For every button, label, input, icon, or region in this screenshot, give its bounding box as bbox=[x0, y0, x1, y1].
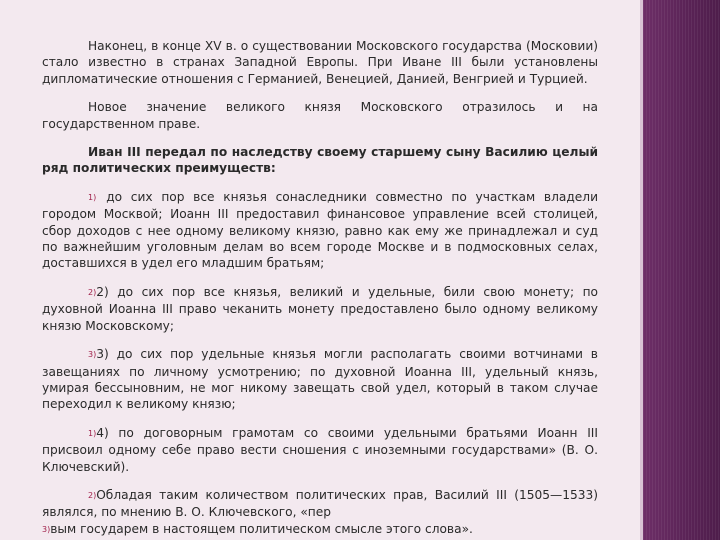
closing-paragraph bbox=[42, 487, 598, 538]
paragraph-new-meaning: Новое значение великого князя Московского отразилось и на государственном праве. bbox=[42, 100, 598, 131]
sidebar-edge bbox=[640, 0, 643, 540]
paragraph-heading: Иван III передал по наследству своему старшему сыну Василию целый ряд политических преимуществ: bbox=[42, 145, 598, 176]
list-item bbox=[42, 346, 598, 413]
list-item-text: 2) до сих пор все князья, великий и удельные, били свою монету; по духовной Иоанна III право чеканить монету предоставлено было одному великому князю Московскому; bbox=[42, 284, 598, 333]
closing-text-1: Обладая таким количеством политических прав, Василий III (1505—1533) являлся, по мнению В. О. Ключевского, «пер bbox=[42, 487, 598, 520]
list-item bbox=[42, 189, 598, 272]
list-number: 3) bbox=[42, 524, 51, 534]
list-item-text: 4) по договорным грамотам со своими удельными братьями Иоанн III присвоил одному себе право вести сношения с иноземными государствами» (В. О. Ключевский). bbox=[42, 425, 598, 474]
list-item-text: до сих пор все князья сонаследники совместно по участкам владели городом Москвой; Иоанн III предоставил финансовое управление всей столицей, сбор доходов с нее одному великому князю, равно как ему же принадлежал и суд по важнейшим уголовным делам во всем городе Москве и в подмосковных селах, доставшихся в удел его младшим братьям; bbox=[42, 189, 598, 271]
list-number: 1) bbox=[88, 428, 97, 438]
paragraph-intro: Наконец, в конце XV в. о существовании Московского государства (Московии) стало известно в странах Западной Европы. При Иване III были установлены дипломатические отношения с Германией, Венецией, Данией, Венгрией и Турцией. bbox=[42, 39, 598, 86]
list-number: 1) bbox=[88, 192, 97, 202]
list-number: 2) bbox=[88, 287, 97, 297]
list-number: 3) bbox=[88, 350, 97, 360]
list-item bbox=[42, 284, 598, 334]
list-item-text: 3) до сих пор удельные князья могли располагать своими вотчинами в завещаниях по личному усмотрению; по духовной Иоанна III, удельный князь, умирая бессыновним, не мог никому завещать свой удел, который в таком случае переходил к великому князю; bbox=[42, 347, 598, 412]
closing-line-2 bbox=[42, 521, 598, 538]
list-item bbox=[42, 425, 598, 475]
closing-text-2: вым государем в настоящем политическом смысле этого слова». bbox=[50, 521, 473, 536]
text-body bbox=[42, 38, 598, 538]
decorative-sidebar bbox=[640, 0, 720, 540]
list-number: 2) bbox=[88, 490, 97, 500]
